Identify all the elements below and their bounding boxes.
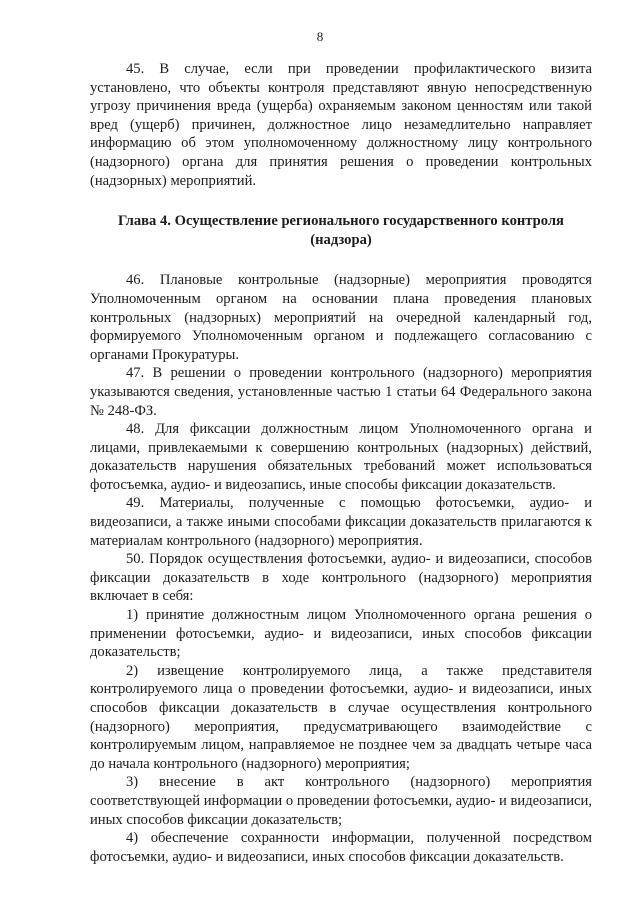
document-body (90, 60, 592, 866)
paragraph-48: 48. Для фиксации должностным лицом Уполномоченного органа и лицами, привлекаемыми к совершению контрольных (надзорных) действий, доказательств нарушения обязательных требований может использоваться фотосъемка, аудио- и видеозапись, иные способы фиксации доказательств. (90, 421, 592, 493)
paragraph-47: 47. В решении о проведении контрольного (надзорного) мероприятия указываются сведения, установленные частью 1 статьи 64 Федерального закона № 248-ФЗ. (90, 365, 592, 419)
paragraph-50: 50. Порядок осуществления фотосъемки, аудио- и видеозаписи, способов фиксации доказательств в ходе контрольного (надзорного) мероприятия включает в себя: (90, 551, 592, 605)
paragraph-50-item-4: 4) обеспечение сохранности информации, полученной посредством фотосъемки, аудио- и видеозаписи, иных способов фиксации доказательств. (90, 830, 592, 865)
paragraph-46: 46. Плановые контрольные (надзорные) мероприятия проводятся Уполномоченным органом на основании плана проведения плановых контрольных (надзорных) мероприятий на очередной календарный год, формируемого Уполномоченным органом и подлежащего согласованию с органами Прокуратуры. (90, 272, 592, 363)
chapter-4-heading: Глава 4. Осуществление регионального государственного контроля (надзора) (118, 213, 564, 248)
paragraph-50-item-1: 1) принятие должностным лицом Уполномоченного органа решения о применении фотосъемки, аудио- и видеозаписи, иных способов фиксации доказательств; (90, 607, 592, 661)
paragraph-50-item-2: 2) извещение контролируемого лица, а также представителя контролируемого лица о проведении фотосъемки, аудио- и видеозаписи, иных способов фиксации доказательств в случае осуществления контрольного (надзорного) мероприятия, предусматривающего взаимодействие с контролируемым лицом, направляемое не позднее чем за двадцать четыре часа до начала контрольного (надзорного) мероприятия; (90, 662, 592, 772)
paragraph-49: 49. Материалы, полученные с помощью фотосъемки, аудио- и видеозаписи, а также иными способами фиксации доказательств прилагаются к материалам контрольного (надзорного) мероприятия. (90, 495, 592, 549)
paragraph-50-item-3: 3) внесение в акт контрольного (надзорного) мероприятия соответствующей информации о проведении фотосъемки, аудио- и видеозаписи, иных способов фиксации доказательств; (90, 774, 592, 828)
page-number: 8 (316, 29, 324, 44)
paragraph-45: 45. В случае, если при проведении профилактического визита установлено, что объекты контроля представляют явную непосредственную угрозу причинения вреда (ущерба) охраняемым законом ценностям или такой вред (ущерб) причинен, должностное лицо незамедлительно направляет информацию об этом уполномоченному должностному лицу контрольного (надзорного) органа для принятия решения о проведении контрольных (надзорных) мероприятий. (90, 61, 592, 189)
